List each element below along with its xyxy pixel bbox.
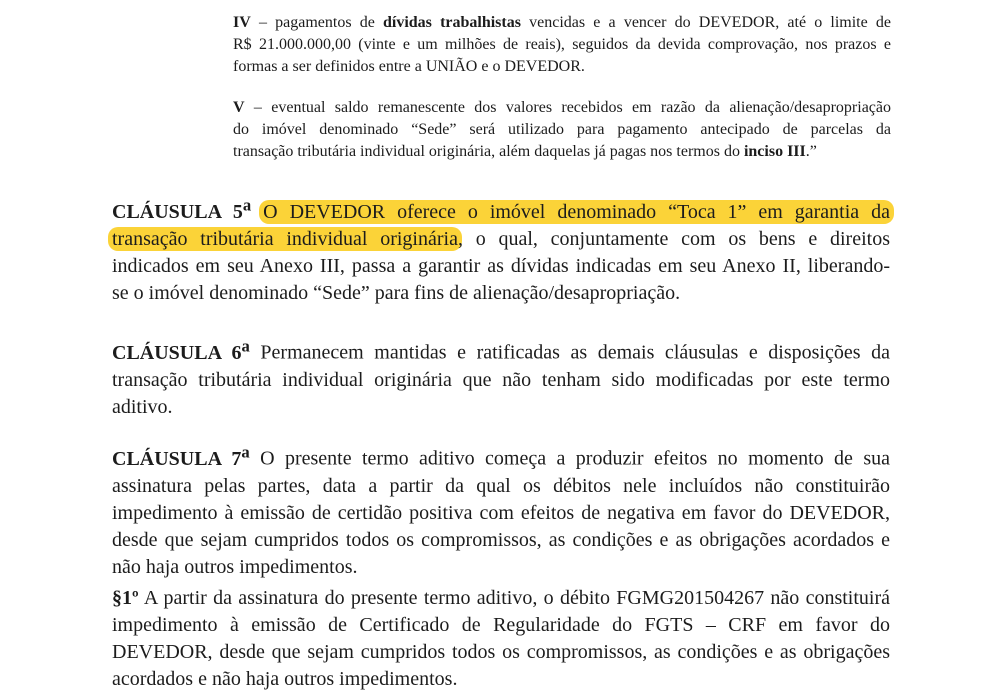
- highlighted-text: O DEVEDOR oferece o imóvel denominado “Toca 1” em garantia da: [259, 200, 894, 224]
- item-v: [233, 97, 891, 163]
- clausula-5-heading: CLÁUSULA 5$^a$: [112, 195, 252, 223]
- item-iv-line: IV – pagamentos de dívidas trabalhistas vencidas e a vencer do DEVEDOR, até o limite de: [233, 14, 891, 31]
- item-iv: [233, 12, 891, 78]
- clausula-6-heading: CLÁUSULA 6$^a$: [112, 336, 250, 364]
- item-iv-line: formas a ser definidos entre a UNIÃO e o DEVEDOR.: [233, 58, 585, 75]
- clausula-5-line: transação tributária individual originária, o qual, conjuntamente com os bens e direitos: [112, 226, 890, 253]
- item-v-bold-term: inciso III: [743, 143, 806, 160]
- paragrafo-1-heading: §1º: [112, 587, 139, 609]
- clausula-7-line: impedimento à emissão de certidão positiva com efeitos de negativa em favor do DEVEDOR,: [112, 501, 890, 524]
- clausula-6-line: transação tributária individual originária que não tenham sido modificadas por este termo: [112, 368, 890, 391]
- item-v-line: V – eventual saldo remanescente dos valores recebidos em razão da alienação/desapropriação: [233, 99, 891, 116]
- clausula-5-line: indicados em seu Anexo III, passa a garantir as dívidas indicadas em seu Anexo II, liberando-: [112, 254, 890, 277]
- clausula-7: [112, 438, 890, 581]
- clausula-7-line: assinatura pelas partes, data a partir da qual os débitos nele incluídos não constituirão: [112, 474, 890, 497]
- paragrafo-1-line: §1º A partir da assinatura do presente termo aditivo, o débito FGMG201504267 não constituirá: [112, 587, 890, 609]
- clausula-5-line: se o imóvel denominado “Sede” para fins de alienação/desapropriação.: [112, 281, 681, 304]
- item-iv-number: IV: [233, 14, 251, 31]
- clausula-6: [112, 332, 890, 421]
- clausula-6-line: aditivo.: [112, 395, 173, 418]
- item-iv-line: R$ 21.000.000,00 (vinte e um milhões de reais), seguidos da devida comprovação, nos prazos e: [233, 36, 891, 53]
- clausula-6-line: CLÁUSULA 6$^a$ Permanecem mantidas e ratificadas as demais cláusulas e disposições da: [112, 336, 890, 364]
- paragrafo-1-line: impedimento à emissão de Certificado de Regularidade do FGTS – CRF em favor do: [112, 614, 890, 636]
- clausula-7-line: CLÁUSULA 7$^a$ O presente termo aditivo começa a produzir efeitos no momento de sua: [112, 442, 890, 470]
- item-iv-bold-term: dívidas trabalhistas: [382, 14, 521, 31]
- clausula-7-line: desde que sejam cumpridos todos os compromissos, as condições e as obrigações acordados e: [112, 528, 890, 551]
- item-v-number: V: [233, 99, 245, 116]
- clausula-5: [112, 191, 890, 307]
- clausula-7-line: não haja outros impedimentos.: [112, 555, 358, 578]
- clausula-7-heading: CLÁUSULA 7$^a$: [112, 442, 250, 470]
- paragrafo-1-line: acordados e não haja outros impedimentos.: [112, 668, 458, 690]
- item-v-line: do imóvel denominado “Sede” será utilizado para pagamento antecipado de parcelas da: [233, 121, 891, 138]
- paragrafo-1-line: DEVEDOR, desde que sejam cumpridos todos os compromissos, as condições e as obrigações: [112, 641, 890, 663]
- paragrafo-1: [112, 585, 890, 693]
- clausula-5-line: [112, 191, 890, 226]
- item-v-line: transação tributária individual originária, além daquelas já pagas nos termos do inciso III.”: [233, 143, 817, 160]
- highlighted-text: transação tributária individual originária: [108, 227, 462, 251]
